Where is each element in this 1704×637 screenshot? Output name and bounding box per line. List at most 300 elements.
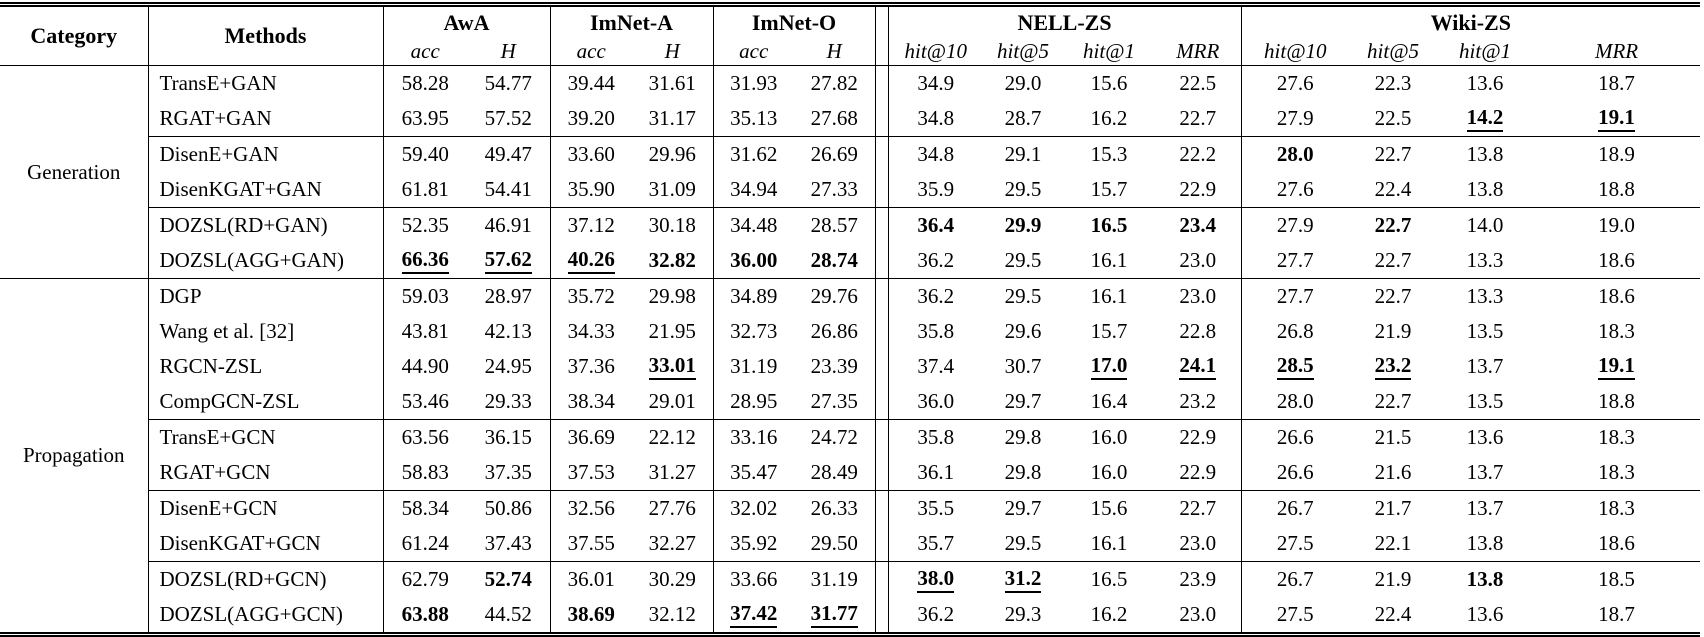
metric-value: 13.8 (1466, 531, 1504, 555)
table-cell (550, 172, 632, 208)
table-cell (1533, 66, 1700, 102)
table-cell (713, 420, 794, 456)
table-cell (1241, 208, 1349, 244)
table-cell (467, 597, 550, 635)
table-cell (713, 349, 794, 384)
metric-value: 27.7 (1276, 284, 1314, 308)
metric-value: 21.5 (1374, 425, 1412, 449)
table-cell (1063, 101, 1155, 137)
metric-value: 27.5 (1276, 531, 1314, 555)
table-cell (1437, 66, 1533, 102)
metric-value: 13.8 (1466, 567, 1504, 591)
metric-value: 18.6 (1598, 248, 1635, 272)
metric-value: 59.03 (401, 284, 449, 308)
table-cell (713, 137, 794, 173)
method-name: DOZSL(AGG+GAN) (148, 243, 383, 279)
col-group-awa: AwA (443, 9, 490, 35)
table-cell (550, 526, 632, 562)
metric-value: 15.6 (1090, 71, 1128, 95)
table-cell (794, 491, 875, 527)
method-name: DisenE+GCN (148, 491, 383, 527)
metric-value: 44.52 (484, 602, 532, 626)
metric-value: 27.35 (810, 389, 858, 413)
table-cell (888, 314, 983, 349)
table-cell (1155, 101, 1241, 137)
table-cell (888, 384, 983, 420)
col-header-nell-hit10: hit@10 (904, 39, 967, 63)
col-header-nell-mrr: MRR (1176, 39, 1220, 63)
table-cell (1349, 597, 1437, 635)
method-name: CompGCN-ZSL (148, 384, 383, 420)
metric-value: 22.9 (1179, 460, 1217, 484)
table-cell (1063, 66, 1155, 102)
column-divider (875, 597, 888, 635)
table-cell (794, 208, 875, 244)
table-cell (794, 101, 875, 137)
table-cell (632, 279, 713, 315)
metric-value: 16.4 (1090, 389, 1128, 413)
metric-value: 34.8 (917, 142, 955, 166)
metric-value: 22.5 (1179, 71, 1217, 95)
metric-value: 23.0 (1179, 531, 1217, 555)
metric-value: 66.36 (402, 248, 449, 273)
col-header-imneta-acc: acc (550, 38, 632, 66)
table-cell (632, 101, 713, 137)
table-row (0, 562, 1700, 598)
metric-value: 16.0 (1090, 425, 1128, 449)
table-cell (1437, 101, 1533, 137)
table-cell (467, 101, 550, 137)
metric-value: 29.5 (1004, 248, 1042, 272)
table-cell (1241, 279, 1349, 315)
metric-value: 16.1 (1090, 248, 1128, 272)
metric-value: 29.50 (810, 531, 858, 555)
metric-value: 22.7 (1374, 284, 1412, 308)
metric-value: 35.9 (917, 177, 955, 201)
table-cell (1155, 208, 1241, 244)
metric-value: 22.7 (1179, 106, 1217, 130)
table-cell (1437, 384, 1533, 420)
table-cell (713, 526, 794, 562)
metric-value: 31.2 (1005, 567, 1042, 592)
table-cell (550, 137, 632, 173)
table-cell (983, 172, 1063, 208)
table-cell (1155, 562, 1241, 598)
col-group-nell-zs: NELL-ZS (1017, 9, 1112, 35)
table-cell (383, 455, 467, 491)
table-cell (983, 420, 1063, 456)
metric-value: 27.76 (648, 496, 696, 520)
metric-value: 34.33 (567, 319, 615, 343)
metric-value: 23.0 (1179, 248, 1217, 272)
table-cell (1063, 349, 1155, 384)
table-cell (467, 243, 550, 279)
metric-value: 28.95 (730, 389, 778, 413)
table-cell (1241, 101, 1349, 137)
table-cell (550, 384, 632, 420)
table-cell (1533, 137, 1700, 173)
table-cell (983, 208, 1063, 244)
metric-value: 35.8 (917, 425, 955, 449)
table-cell (383, 491, 467, 527)
metric-value: 22.9 (1179, 425, 1217, 449)
metric-value: 21.9 (1374, 567, 1412, 591)
metric-value: 58.83 (401, 460, 449, 484)
metric-value: 36.0 (917, 389, 955, 413)
table-row (0, 420, 1700, 456)
metric-value: 27.68 (810, 106, 858, 130)
table-cell (467, 314, 550, 349)
metric-value: 15.6 (1090, 496, 1128, 520)
table-cell (1349, 491, 1437, 527)
table-cell (1533, 208, 1700, 244)
metric-value: 29.8 (1004, 460, 1042, 484)
metric-value: 44.90 (401, 354, 449, 378)
metric-value: 31.77 (811, 602, 858, 627)
table-cell (632, 597, 713, 635)
method-name: TransE+GCN (148, 420, 383, 456)
metric-value: 29.6 (1004, 319, 1042, 343)
table-cell (1063, 314, 1155, 349)
metric-value: 29.1 (1004, 142, 1042, 166)
table-cell (550, 349, 632, 384)
metric-value: 36.15 (484, 425, 532, 449)
metric-value: 31.09 (648, 177, 696, 201)
metric-value: 28.7 (1004, 106, 1042, 130)
metric-value: 28.74 (810, 248, 858, 272)
metric-value: 13.6 (1466, 71, 1504, 95)
metric-value: 39.20 (567, 106, 615, 130)
table-cell (467, 279, 550, 315)
metric-value: 24.1 (1179, 354, 1216, 379)
table-cell (1155, 491, 1241, 527)
metric-value: 26.33 (810, 496, 858, 520)
metric-value: 37.55 (567, 531, 615, 555)
column-divider (875, 455, 888, 491)
metric-value: 36.1 (917, 460, 955, 484)
metric-value: 27.33 (810, 177, 858, 201)
table-cell (888, 349, 983, 384)
table-cell (1155, 137, 1241, 173)
table-cell (550, 208, 632, 244)
table-row (0, 208, 1700, 244)
table-cell (1241, 314, 1349, 349)
table-cell (383, 384, 467, 420)
table-cell (888, 562, 983, 598)
metric-value: 22.3 (1374, 71, 1412, 95)
category-label: Propagation (0, 279, 148, 635)
table-cell (1155, 172, 1241, 208)
table-cell (1063, 279, 1155, 315)
metric-value: 17.0 (1091, 354, 1128, 379)
metric-value: 29.33 (484, 389, 532, 413)
metric-value: 29.76 (810, 284, 858, 308)
col-header-imneto-acc: acc (713, 38, 794, 66)
metric-value: 27.7 (1276, 248, 1314, 272)
metric-value: 23.39 (810, 354, 858, 378)
metric-value: 21.95 (648, 319, 696, 343)
table-cell (1437, 349, 1533, 384)
metric-value: 32.82 (648, 248, 696, 272)
metric-value: 13.8 (1466, 142, 1504, 166)
table-cell (1349, 562, 1437, 598)
metric-value: 34.94 (730, 177, 778, 201)
metric-value: 36.2 (917, 248, 955, 272)
metric-value: 37.4 (917, 354, 955, 378)
table-row (0, 172, 1700, 208)
metric-value: 40.26 (568, 248, 615, 273)
table-cell (632, 243, 713, 279)
metric-value: 36.2 (917, 602, 955, 626)
table-cell (1241, 243, 1349, 279)
metric-value: 32.27 (648, 531, 696, 555)
table-cell (888, 455, 983, 491)
metric-value: 49.47 (484, 142, 532, 166)
method-name: RGAT+GAN (148, 101, 383, 137)
table-cell (1349, 384, 1437, 420)
column-divider (875, 526, 888, 562)
table-cell (550, 562, 632, 598)
table-cell (713, 314, 794, 349)
table-cell (1533, 455, 1700, 491)
table-cell (1533, 384, 1700, 420)
metric-value: 29.7 (1004, 496, 1042, 520)
column-divider (875, 208, 888, 244)
metric-value: 37.43 (484, 531, 532, 555)
metric-value: 13.3 (1466, 284, 1504, 308)
table-cell (794, 314, 875, 349)
table-cell (383, 562, 467, 598)
table-cell (632, 384, 713, 420)
table-cell (1533, 491, 1700, 527)
table-cell (1533, 101, 1700, 137)
method-name: DOZSL(RD+GAN) (148, 208, 383, 244)
table-cell (888, 66, 983, 102)
metric-value: 22.8 (1179, 319, 1217, 343)
column-divider (875, 172, 888, 208)
column-divider (875, 243, 888, 279)
metric-value: 34.9 (917, 71, 955, 95)
col-header-wiki-mrr: MRR (1594, 39, 1639, 63)
metric-value: 53.46 (401, 389, 449, 413)
category-label: Generation (0, 66, 148, 279)
table-cell (888, 279, 983, 315)
metric-value: 23.4 (1179, 213, 1217, 237)
metric-value: 57.52 (484, 106, 532, 130)
metric-value: 21.7 (1374, 496, 1412, 520)
metric-value: 33.16 (730, 425, 778, 449)
metric-value: 18.5 (1598, 567, 1635, 591)
table-cell (1533, 243, 1700, 279)
table-cell (983, 137, 1063, 173)
metric-value: 29.5 (1004, 284, 1042, 308)
metric-value: 31.62 (730, 142, 778, 166)
metric-value: 22.9 (1179, 177, 1217, 201)
table-cell (1437, 208, 1533, 244)
table-cell (467, 349, 550, 384)
table-cell (1063, 526, 1155, 562)
table-row (0, 66, 1700, 102)
metric-value: 34.48 (730, 213, 778, 237)
metric-value: 35.5 (917, 496, 955, 520)
metric-value: 31.27 (648, 460, 696, 484)
metric-value: 24.72 (810, 425, 858, 449)
metric-value: 31.93 (730, 71, 778, 95)
metric-value: 29.3 (1004, 602, 1042, 626)
metric-value: 22.7 (1179, 496, 1217, 520)
table-cell (983, 597, 1063, 635)
column-divider (875, 66, 888, 102)
table-cell (1533, 562, 1700, 598)
metric-value: 27.6 (1276, 177, 1314, 201)
table-cell (794, 137, 875, 173)
table-cell (1241, 66, 1349, 102)
metric-value: 15.7 (1090, 177, 1128, 201)
table-cell (983, 491, 1063, 527)
table-cell (713, 101, 794, 137)
table-cell (1437, 314, 1533, 349)
table-row (0, 526, 1700, 562)
table-cell (1241, 384, 1349, 420)
metric-value: 33.01 (649, 354, 696, 379)
metric-value: 18.8 (1598, 177, 1635, 201)
metric-value: 18.7 (1598, 602, 1635, 626)
table-cell (983, 279, 1063, 315)
table-cell (983, 562, 1063, 598)
metric-value: 61.81 (401, 177, 449, 201)
metric-value: 33.60 (567, 142, 615, 166)
metric-value: 18.6 (1598, 531, 1635, 555)
col-header-wiki-hit10: hit@10 (1241, 38, 1349, 66)
metric-value: 26.6 (1276, 425, 1314, 449)
metric-value: 23.2 (1375, 354, 1412, 379)
metric-value: 27.9 (1276, 213, 1314, 237)
table-cell (1349, 314, 1437, 349)
table-cell (983, 526, 1063, 562)
metric-value: 32.73 (730, 319, 778, 343)
table-cell (1155, 455, 1241, 491)
table-cell (983, 66, 1063, 102)
metric-value: 32.12 (648, 602, 696, 626)
table-cell (1437, 137, 1533, 173)
metric-value: 58.28 (401, 71, 449, 95)
col-header-wiki-hit5: hit@5 (1367, 39, 1420, 63)
table-cell (1437, 420, 1533, 456)
metric-value: 35.8 (917, 319, 955, 343)
table-row (0, 279, 1700, 315)
table-cell (550, 455, 632, 491)
metric-value: 19.0 (1598, 213, 1635, 237)
metric-value: 18.3 (1598, 425, 1635, 449)
metric-value: 16.1 (1090, 531, 1128, 555)
table-cell (794, 526, 875, 562)
metric-value: 13.7 (1466, 354, 1504, 378)
table-cell (632, 137, 713, 173)
table-cell (888, 491, 983, 527)
method-name: DOZSL(AGG+GCN) (148, 597, 383, 635)
table-cell (794, 420, 875, 456)
metric-value: 31.19 (730, 354, 778, 378)
metric-value: 42.13 (484, 319, 532, 343)
metric-value: 13.6 (1466, 602, 1504, 626)
metric-value: 13.5 (1466, 389, 1504, 413)
table-cell (1533, 172, 1700, 208)
metric-value: 16.5 (1090, 213, 1128, 237)
metric-value: 29.0 (1004, 71, 1042, 95)
col-group-imnet-a: ImNet-A (550, 5, 713, 39)
table-cell (1155, 279, 1241, 315)
table-cell (1437, 526, 1533, 562)
metric-value: 29.9 (1004, 213, 1042, 237)
table-cell (713, 66, 794, 102)
metric-value: 61.24 (401, 531, 449, 555)
table-cell (1437, 243, 1533, 279)
metric-value: 18.3 (1598, 460, 1635, 484)
metric-value: 19.1 (1598, 354, 1635, 379)
table-cell (550, 66, 632, 102)
table-cell (383, 208, 467, 244)
metric-value: 22.7 (1374, 213, 1412, 237)
metric-value: 15.7 (1090, 319, 1128, 343)
header-row-groups (0, 5, 1700, 39)
table-cell (794, 562, 875, 598)
table-row (0, 597, 1700, 635)
metric-value: 18.7 (1598, 71, 1635, 95)
table-cell (550, 420, 632, 456)
metric-value: 29.5 (1004, 177, 1042, 201)
metric-value: 37.36 (567, 354, 615, 378)
metric-value: 26.6 (1276, 460, 1314, 484)
table-cell (1063, 562, 1155, 598)
table-cell (1349, 66, 1437, 102)
table-cell (888, 243, 983, 279)
metric-value: 63.56 (401, 425, 449, 449)
table-cell (467, 384, 550, 420)
metric-value: 23.9 (1179, 567, 1217, 591)
table-cell (467, 137, 550, 173)
table-cell (794, 349, 875, 384)
table-cell (983, 349, 1063, 384)
table-cell (1533, 279, 1700, 315)
metric-value: 29.01 (648, 389, 696, 413)
metric-value: 14.0 (1466, 213, 1504, 237)
table-cell (1241, 172, 1349, 208)
table-cell (1063, 172, 1155, 208)
method-name: DisenKGAT+GCN (148, 526, 383, 562)
metric-value: 18.6 (1598, 284, 1635, 308)
method-name: RGCN-ZSL (148, 349, 383, 384)
metric-value: 22.12 (648, 425, 696, 449)
metric-value: 43.81 (401, 319, 449, 343)
metric-value: 63.95 (401, 106, 449, 130)
metric-value: 57.62 (485, 248, 532, 273)
table-cell (713, 172, 794, 208)
table-cell (713, 208, 794, 244)
table-cell (632, 66, 713, 102)
metric-value: 27.82 (810, 71, 858, 95)
column-divider (875, 384, 888, 420)
metric-value: 37.53 (567, 460, 615, 484)
table-cell (550, 491, 632, 527)
metric-value: 13.3 (1466, 248, 1504, 272)
table-cell (713, 562, 794, 598)
table-cell (632, 349, 713, 384)
table-cell (1349, 455, 1437, 491)
metric-value: 21.6 (1374, 460, 1412, 484)
table-cell (1063, 455, 1155, 491)
metric-value: 13.7 (1466, 460, 1504, 484)
table-row (0, 137, 1700, 173)
